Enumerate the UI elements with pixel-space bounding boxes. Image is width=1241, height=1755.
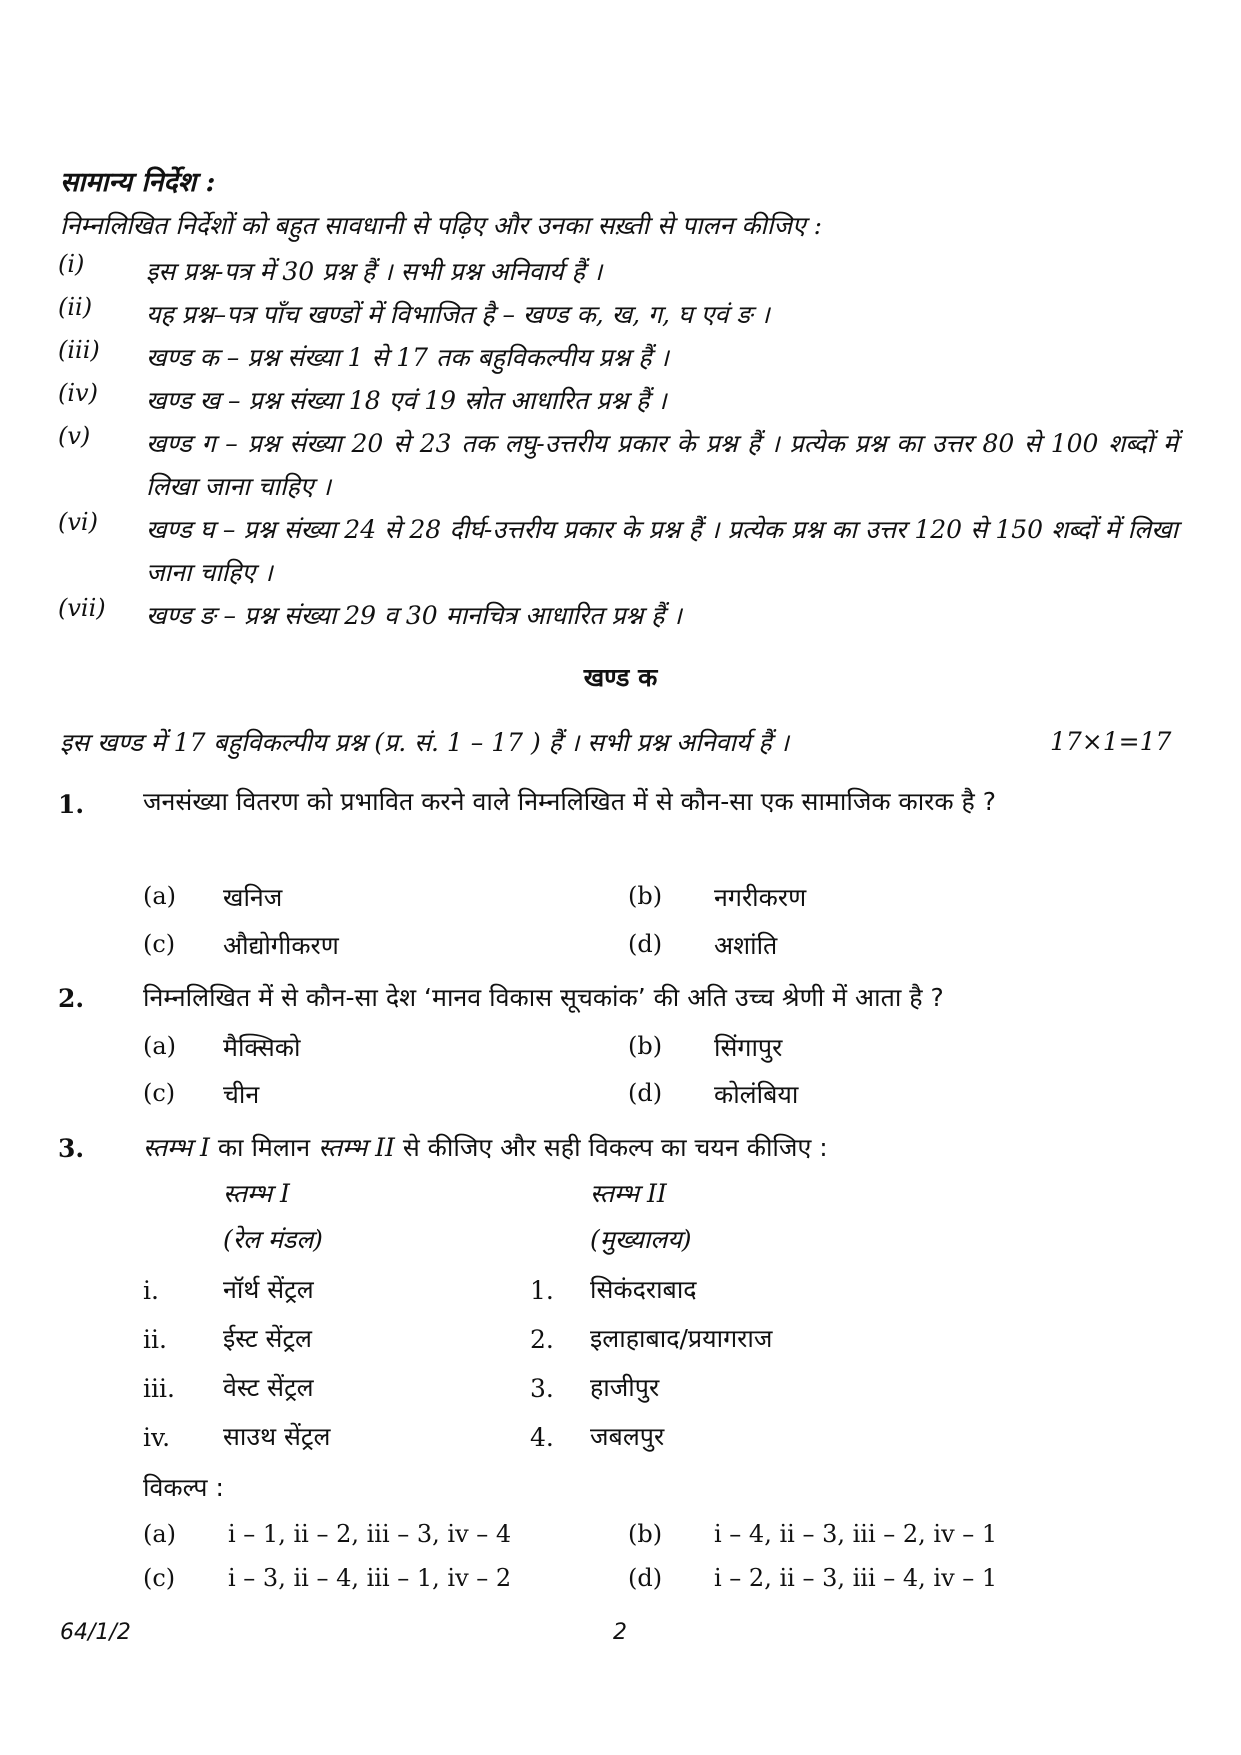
match-row-left: नॉर्थ सेंट्रल [223, 1275, 314, 1304]
column-1-heading: स्तम्भ I [223, 1179, 290, 1208]
option-label: (b) [628, 1520, 663, 1548]
match-row-left: ईस्ट सेंट्रल [223, 1324, 312, 1353]
option-label: (a) [143, 1032, 177, 1060]
option-label: (c) [143, 930, 176, 958]
match-row-right: हाजीपुर [590, 1373, 660, 1402]
option-text: मैक्सिको [223, 1033, 301, 1062]
instruction-number: (iv) [58, 379, 98, 407]
match-row-number: 2. [530, 1325, 554, 1354]
instruction-text: खण्ड ङ – प्रश्न संख्या 29 व 30 मानचित्र आधारित प्रश्न हैं । [146, 601, 682, 630]
instruction-text: खण्ड क – प्रश्न संख्या 1 से 17 तक बहुविकल्पीय प्रश्न हैं । [146, 343, 669, 372]
general-instructions-heading: सामान्य निर्देश : [60, 167, 216, 198]
column-1-subheading: (रेल मंडल) [223, 1225, 323, 1254]
instruction-number: (vii) [58, 594, 106, 622]
column-1-ref: स्तम्भ I [143, 1133, 210, 1162]
match-row-number: 4. [530, 1423, 554, 1452]
question-number: 1. [58, 790, 85, 819]
section-title: खण्ड क [583, 663, 658, 692]
option-text: चीन [223, 1080, 260, 1109]
instruction-text: यह प्रश्न–पत्र पाँच खण्डों में विभाजित है – खण्ड क, ख, ग, घ एवं ङ । [146, 300, 770, 329]
option-label: (b) [628, 1032, 663, 1060]
option-text: सिंगापुर [714, 1033, 783, 1062]
option-label: (a) [143, 882, 177, 910]
match-row-label: iii. [143, 1374, 175, 1403]
option-label: (c) [143, 1079, 176, 1107]
option-text: i – 3, ii – 4, iii – 1, iv – 2 [228, 1564, 512, 1592]
column-2-subheading: (मुख्यालय) [590, 1225, 692, 1254]
option-text: i – 1, ii – 2, iii – 3, iv – 4 [228, 1520, 512, 1548]
instruction-text: खण्ड घ – प्रश्न संख्या 24 से 28 दीर्घ-उत्तरीय प्रकार के प्रश्न हैं । प्रत्येक प्रश्न का उत्तर 120 से 150 शब्दों में लिखा जाना चाहिए । [146, 515, 1178, 587]
option-label: (d) [628, 1079, 663, 1107]
question-text: निम्नलिखित में से कौन-सा देश ‘मानव विकास सूचकांक’ की अति उच्च श्रेणी में आता है ? [143, 983, 944, 1012]
instruction-number: (iii) [58, 336, 100, 364]
match-row-right: इलाहाबाद/प्रयागराज [590, 1324, 773, 1353]
match-row-right: सिकंदराबाद [590, 1275, 697, 1304]
question-number: 3. [58, 1134, 85, 1163]
question-3-text [143, 1130, 828, 1164]
match-row-left: साउथ सेंट्रल [223, 1422, 331, 1451]
option-label: (d) [628, 1564, 663, 1592]
page-number: 2 [613, 1620, 627, 1645]
instruction-text: खण्ड ग – प्रश्न संख्या 20 से 23 तक लघु-उत्तरीय प्रकार के प्रश्न हैं । प्रत्येक प्रश्न का उत्तर 80 से 100 शब्दों में लिखा जाना चाहिए । [146, 429, 1178, 501]
match-row-label: ii. [143, 1325, 167, 1354]
instruction-number: (vi) [58, 508, 98, 536]
option-text: i – 2, ii – 3, iii – 4, iv – 1 [714, 1564, 998, 1592]
paper-code: 64/1/2 [60, 1620, 131, 1645]
question-text-end: से कीजिए और सही विकल्प का चयन कीजिए : [394, 1133, 828, 1162]
option-label: (b) [628, 882, 663, 910]
options-label: विकल्प : [143, 1473, 224, 1502]
match-row-number: 3. [530, 1374, 554, 1403]
question-number: 2. [58, 984, 85, 1013]
option-label: (c) [143, 1564, 176, 1592]
column-2-ref: स्तम्भ II [318, 1133, 395, 1162]
match-row-left: वेस्ट सेंट्रल [223, 1373, 314, 1402]
instruction-number: (v) [58, 422, 91, 450]
match-row-right: जबलपुर [590, 1422, 665, 1451]
question-text-mid: का मिलान [209, 1133, 319, 1162]
instruction-text: इस प्रश्न-पत्र में 30 प्रश्न हैं । सभी प्रश्न अनिवार्य हैं । [146, 257, 603, 286]
instruction-number: (i) [58, 250, 85, 278]
option-label: (d) [628, 930, 663, 958]
question-text: जनसंख्या वितरण को प्रभावित करने वाले निम्नलिखित में से कौन-सा एक सामाजिक कारक है ? [143, 787, 997, 816]
option-text: खनिज [223, 883, 283, 912]
option-label: (a) [143, 1520, 177, 1548]
option-text: अशांति [714, 931, 778, 960]
section-note: इस खण्ड में 17 बहुविकल्पीय प्रश्न (प्र. सं. 1 – 17 ) हैं । सभी प्रश्न अनिवार्य हैं । [60, 728, 790, 757]
option-text: नगरीकरण [714, 883, 807, 912]
match-row-label: i. [143, 1276, 159, 1305]
option-text: i – 4, ii – 3, iii – 2, iv – 1 [714, 1520, 998, 1548]
section-marks: 17×1=17 [1050, 727, 1172, 756]
match-row-label: iv. [143, 1423, 171, 1452]
match-row-number: 1. [530, 1276, 554, 1305]
instruction-number: (ii) [58, 293, 93, 321]
column-2-heading: स्तम्भ II [590, 1179, 667, 1208]
general-instructions-intro: निम्नलिखित निर्देशों को बहुत सावधानी से पढ़िए और उनका सख़्ती से पालन कीजिए : [60, 211, 823, 240]
instruction-text: खण्ड ख – प्रश्न संख्या 18 एवं 19 स्रोत आधारित प्रश्न हैं । [146, 386, 667, 415]
option-text: औद्योगीकरण [223, 931, 339, 960]
option-text: कोलंबिया [714, 1080, 799, 1109]
